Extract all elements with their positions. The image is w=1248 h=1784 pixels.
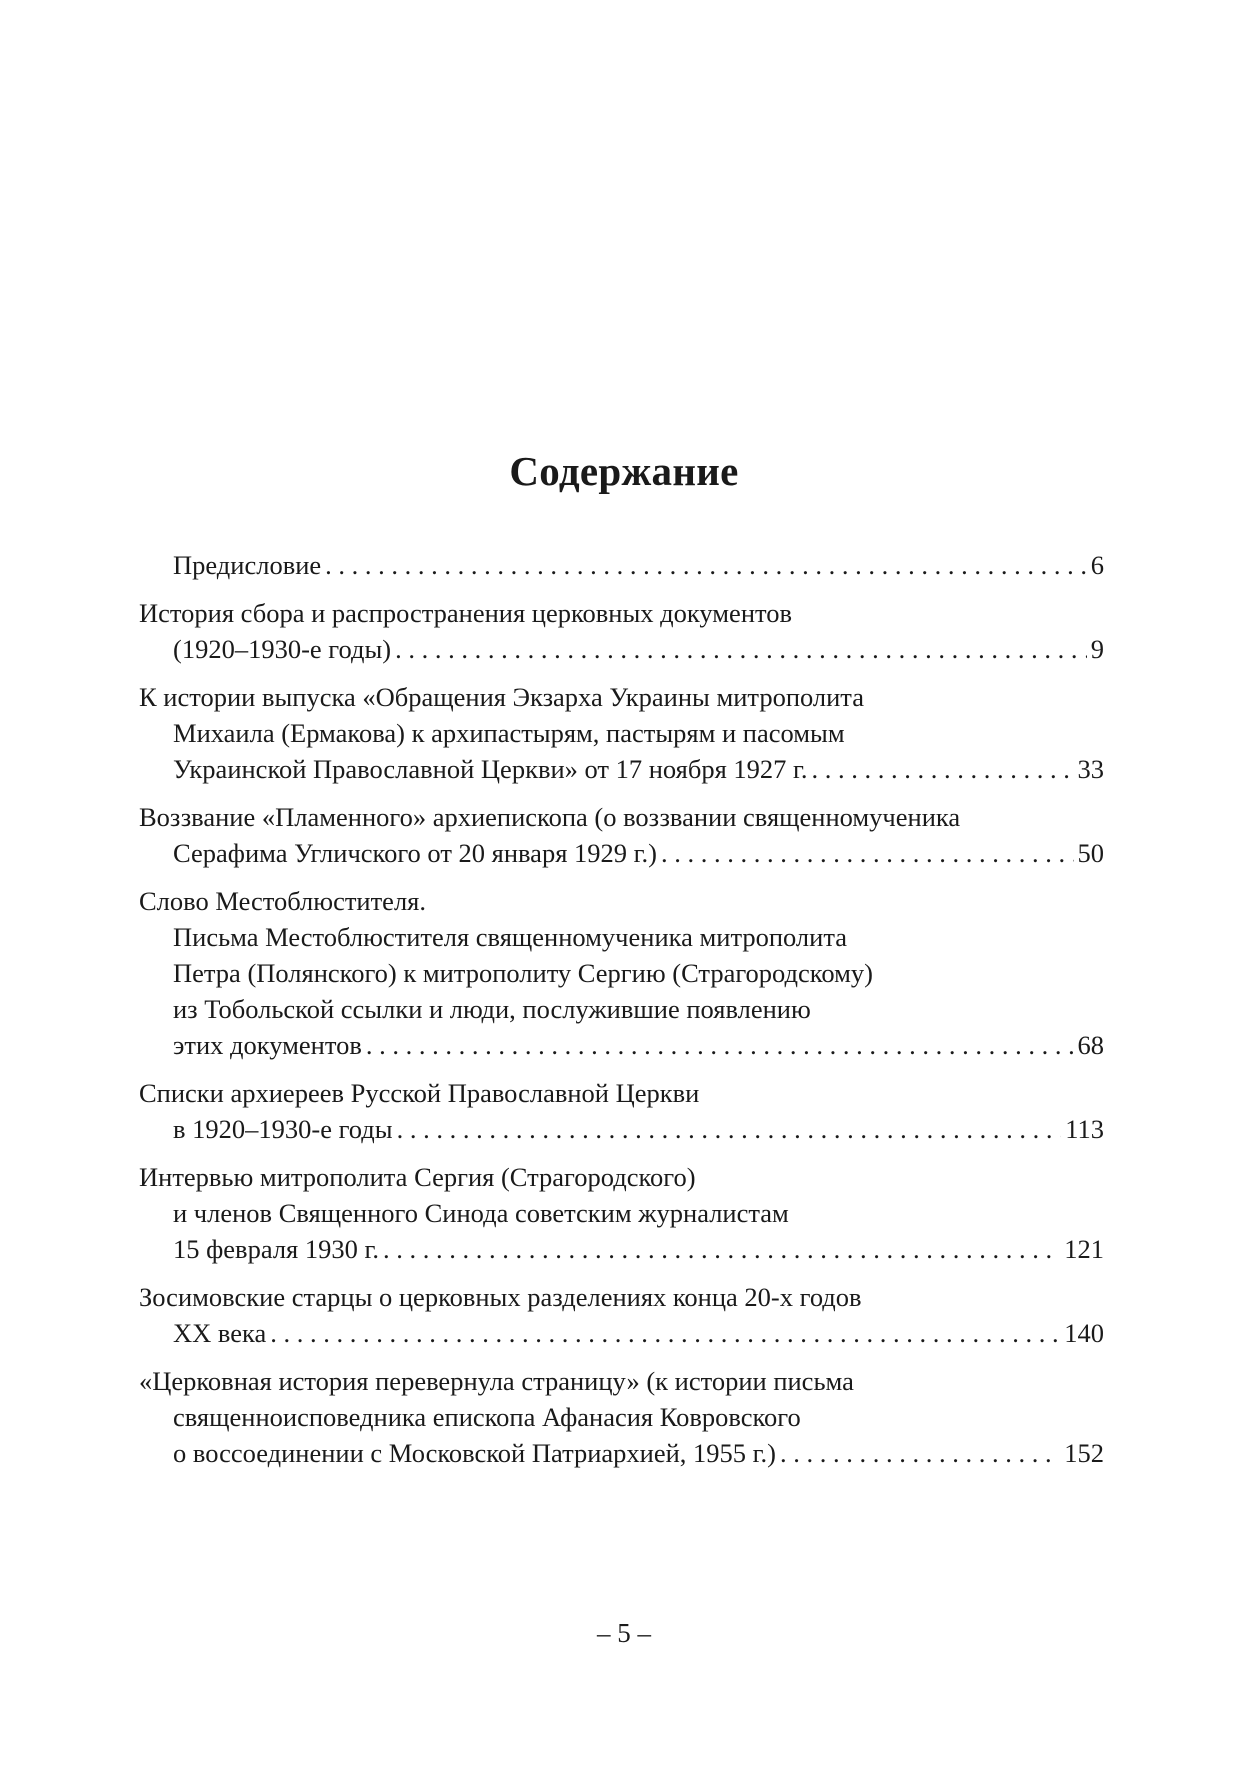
toc-entry-text: Предисловие: [173, 550, 322, 580]
toc-entry-line: История сбора и распространения церковных документов: [139, 598, 792, 628]
toc-entry-line: Михаила (Ермакова) к архипастырям, пастырям и пасомым: [173, 718, 845, 748]
toc-entry-text: Серафима Угличского от 20 января 1929 г.): [173, 838, 657, 868]
toc-entry-line: Воззвание «Пламенного» архиепископа (о воззвании священномученика: [139, 802, 961, 832]
toc-entry-line: «Церковная история перевернула страницу» (к истории письма: [139, 1366, 854, 1396]
toc-entry-line: Слово Местоблюстителя.: [139, 886, 426, 916]
page-title: Содержание: [509, 448, 739, 494]
toc-entry-line: Письма Местоблюстителя священномученика митрополита: [173, 922, 848, 952]
toc-entry-text: о воссоединении с Московской Патриархией, 1955 г.): [173, 1438, 776, 1468]
dot-leader: [780, 1435, 1060, 1471]
dot-leader: [325, 547, 1087, 583]
toc-entry-leader-line: [139, 1111, 1104, 1147]
toc-entry: [139, 1279, 1104, 1351]
toc-page-number: 6: [1090, 550, 1104, 580]
toc-entry-line: из Тобольской ссылки и люди, послужившие появлению: [173, 994, 811, 1024]
toc-entry-text: в 1920–1930-е годы: [173, 1114, 393, 1144]
dot-leader: [395, 631, 1087, 667]
page-number: – 5 –: [597, 1618, 651, 1648]
toc-entry: [139, 595, 1104, 667]
toc-page-number: 9: [1090, 634, 1104, 664]
toc-entry-text: XX века: [173, 1318, 267, 1348]
toc-entry-leader-line: [173, 547, 1104, 583]
toc-entry: [139, 799, 1104, 871]
toc-entry-leader-line: [139, 751, 1104, 787]
toc-entry-leader-line: [139, 1315, 1104, 1351]
toc-entry-line: священноисповедника епископа Афанасия Ковровского: [173, 1402, 801, 1432]
toc-entry-text: Украинской Православной Церкви» от 17 ноября 1927 г.: [173, 754, 808, 784]
toc-entry-leader-line: [139, 1231, 1104, 1267]
dot-leader: [661, 835, 1074, 871]
toc-page-number: 33: [1077, 754, 1104, 784]
table-of-contents: [139, 547, 1104, 1483]
toc-entry: [139, 547, 1104, 583]
dot-leader: [270, 1315, 1060, 1351]
toc-entry: [139, 883, 1104, 1063]
toc-entry: [139, 679, 1104, 787]
toc-entry-leader-line: [139, 835, 1104, 871]
dot-leader: [397, 1111, 1062, 1147]
toc-page-number: 152: [1064, 1438, 1104, 1468]
dot-leader: [383, 1231, 1060, 1267]
toc-entry-leader-line: [139, 1435, 1104, 1471]
toc-page-number: 113: [1065, 1114, 1104, 1144]
toc-entry-line: Зосимовские старцы о церковных разделениях конца 20-х годов: [139, 1282, 862, 1312]
toc-entry-text: этих документов: [173, 1030, 362, 1060]
toc-page-number: 121: [1064, 1234, 1104, 1264]
toc-entry-leader-line: [139, 1027, 1104, 1063]
toc-entry-line: Петра (Полянского) к митрополиту Сергию (Страгородскому): [173, 958, 873, 988]
toc-page-number: 140: [1064, 1318, 1104, 1348]
toc-page-number: 50: [1077, 838, 1104, 868]
toc-entry-line: Интервью митрополита Сергия (Страгородского): [139, 1162, 696, 1192]
toc-page-number: 68: [1077, 1030, 1104, 1060]
toc-entry: [139, 1159, 1104, 1267]
toc-entry-line: К истории выпуска «Обращения Экзарха Украины митрополита: [139, 682, 864, 712]
toc-entry-line: Списки архиереев Русской Православной Церкви: [139, 1078, 700, 1108]
toc-entry-text: 15 февраля 1930 г.: [173, 1234, 379, 1264]
dot-leader: [812, 751, 1074, 787]
toc-entry: [139, 1363, 1104, 1471]
toc-entry-leader-line: [139, 631, 1104, 667]
toc-entry-line: и членов Священного Синода советским журналистам: [173, 1198, 789, 1228]
dot-leader: [366, 1027, 1074, 1063]
toc-entry-text: (1920–1930-е годы): [173, 634, 392, 664]
toc-entry: [139, 1075, 1104, 1147]
